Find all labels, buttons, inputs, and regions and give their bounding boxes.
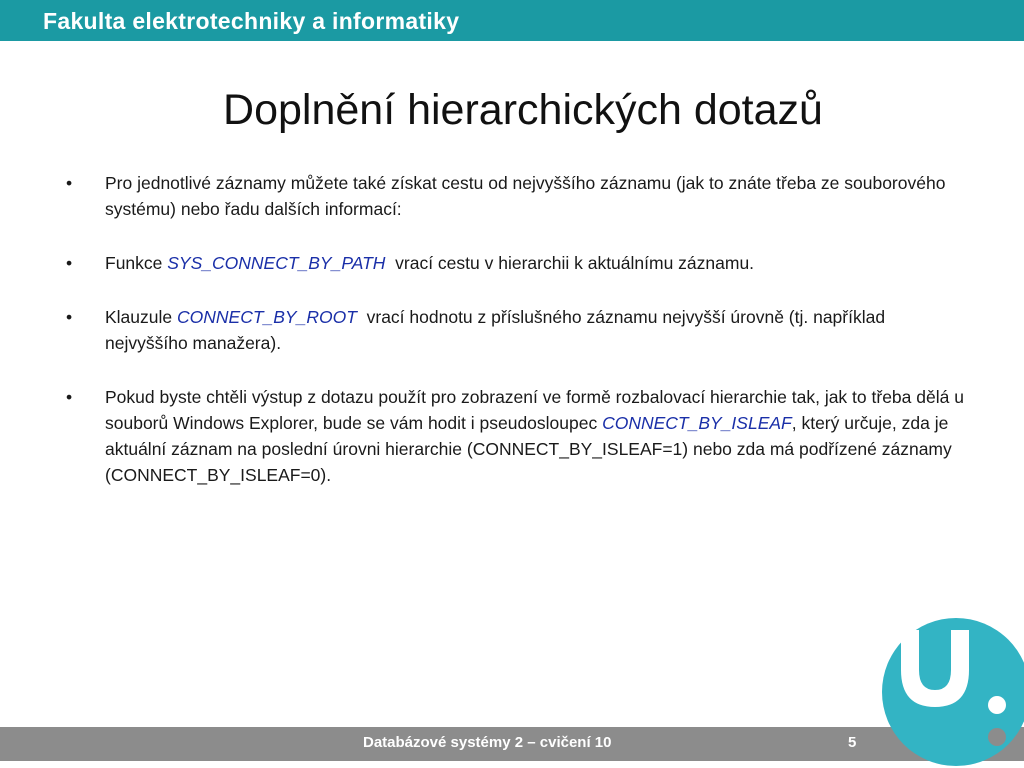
footer-course-title: Databázové systémy 2 – cvičení 10 [363,734,612,751]
bullet-text-pre: Funkce [105,253,168,273]
bullet-marker: • [66,253,73,273]
footer-bar [0,727,1024,761]
university-logo-icon [881,612,1024,768]
page-number: 5 [848,734,857,751]
bullet-text-post: vrací hodnotu z příslušného záznamu nejvyšší úrovně (tj. například nejvyššího manažera). [105,307,890,353]
bullet-text-post: , který určuje, zda je aktuální záznam na poslední úrovni hierarchie (CONNECT_BY_ISLEAF=1) nebo zda má podřízené záznamy (CONNECT_BY_ISLEAF=0). [105,413,952,485]
bullet-item [66,304,971,356]
bullet-text: Pro jednotlivé záznamy můžete také získat cestu od nejvyššího záznamu (jak to znáte třeba ze souborového systému) nebo řadu dalších informací: [105,173,946,219]
keyword-connect-by-isleaf: CONNECT_BY_ISLEAF [602,413,792,433]
header-bar [0,0,1024,41]
bullet-marker: • [66,173,73,193]
bullet-text-pre: Klauzule [105,307,177,327]
bullet-marker: • [66,387,73,407]
bullet-item [66,170,971,222]
bullet-list [66,170,971,516]
keyword-sys-connect-by-path: SYS_CONNECT_BY_PATH [167,253,386,273]
logo-dot-light [988,696,1006,714]
bullet-text-pre: Pokud byste chtěli výstup z dotazu použít pro zobrazení ve formě rozbalovací hierarchie tak, jak to třeba dělá u souborů Windows Explorer, bude se vám hodit i pseudosloupec [105,387,964,433]
bullet-marker: • [66,307,73,327]
keyword-connect-by-root: CONNECT_BY_ROOT [177,307,357,327]
bullet-item [66,384,971,488]
bullet-text-post: vrací cestu v hierarchii k aktuálnímu záznamu. [385,253,755,273]
bullet-item [66,250,971,276]
logo-dot-dark [988,728,1006,746]
faculty-name: Fakulta elektrotechniky a informatiky [43,8,460,34]
slide-title: Doplnění hierarchických dotazů [223,86,823,134]
